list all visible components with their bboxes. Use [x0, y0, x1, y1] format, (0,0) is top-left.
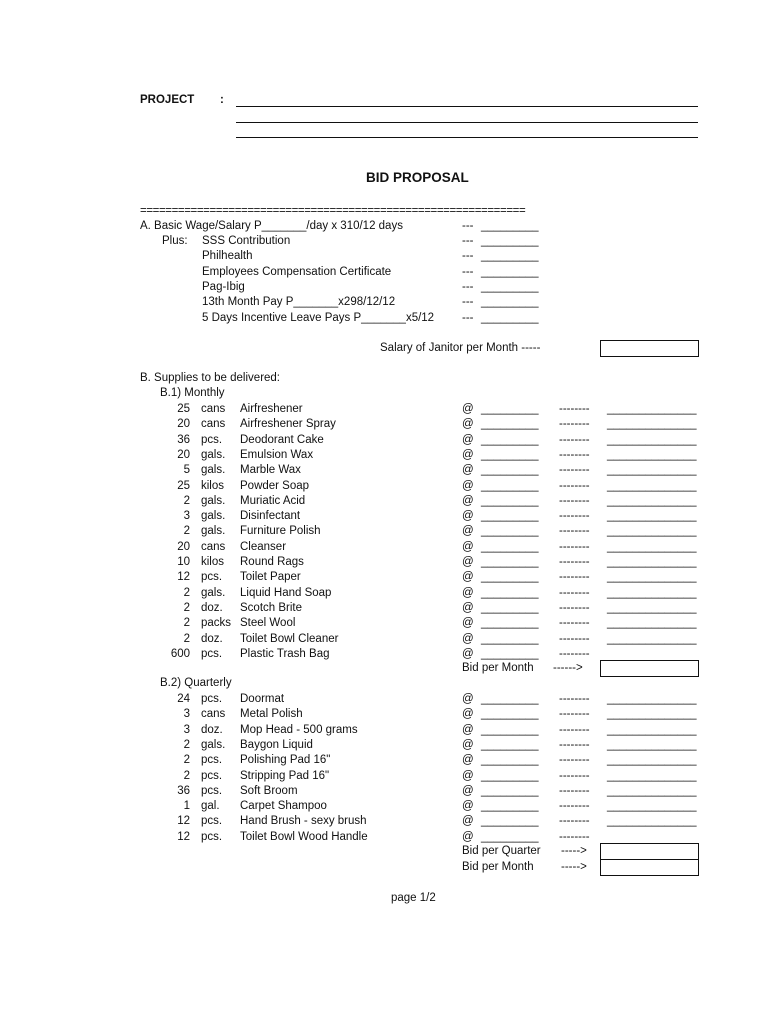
row-dashes: -------- — [559, 800, 590, 813]
amount-blank[interactable]: ______________ — [607, 632, 697, 645]
amount-blank[interactable]: ______________ — [607, 601, 697, 614]
amount-blank[interactable]: ______________ — [607, 510, 697, 523]
amount-blank[interactable]: ______________ — [607, 464, 697, 477]
basic-wage-blank[interactable]: _________ — [481, 220, 539, 232]
supply-unit: pcs. — [201, 815, 223, 828]
unit-price-blank[interactable]: _________ — [481, 800, 539, 813]
at-sign: @ — [462, 448, 474, 461]
unit-price-blank[interactable]: _________ — [481, 525, 539, 538]
supply-name: Round Rags — [240, 556, 304, 568]
amount-blank[interactable]: ______________ — [607, 738, 697, 751]
at-sign: @ — [462, 586, 474, 599]
supply-qty: 2 — [183, 617, 190, 630]
contribution-dash: --- — [462, 280, 474, 293]
supply-name: Baygon Liquid — [240, 738, 313, 751]
unit-price-blank[interactable]: _________ — [481, 784, 539, 797]
row-dashes: -------- — [559, 723, 590, 736]
unit-price-blank[interactable]: _________ — [481, 632, 539, 645]
at-sign: @ — [462, 433, 474, 446]
row-dashes: -------- — [559, 708, 590, 721]
at-sign: @ — [462, 830, 474, 843]
supply-name: Doormat — [240, 693, 285, 705]
amount-blank[interactable]: ______________ — [607, 418, 697, 431]
supply-unit: cans — [201, 403, 226, 415]
supply-unit: gals. — [201, 494, 226, 507]
supply-qty: 3 — [183, 510, 190, 523]
quarterly-month-bid-label: Bid per Month — [462, 861, 534, 873]
supply-name: Steel Wool — [240, 617, 296, 630]
supply-unit: pcs. — [201, 693, 223, 705]
supply-unit: doz. — [201, 723, 223, 736]
at-sign: @ — [462, 617, 474, 630]
supply-name: Toilet Bowl Cleaner — [240, 632, 339, 645]
supply-unit: cans — [201, 540, 226, 553]
supply-unit: pcs. — [201, 784, 223, 797]
supply-qty: 2 — [183, 494, 190, 507]
supply-qty: 25 — [177, 403, 190, 415]
supply-name: Plastic Trash Bag — [240, 647, 330, 660]
supply-name: Soft Broom — [240, 784, 298, 797]
supply-unit: gals. — [201, 510, 226, 523]
amount-blank[interactable]: ______________ — [607, 723, 697, 736]
page-number: page 1/2 — [391, 892, 436, 904]
contribution-label: Philhealth — [202, 250, 253, 263]
project-line-2[interactable] — [236, 122, 698, 123]
supply-qty: 3 — [183, 708, 190, 721]
unit-price-blank[interactable]: _________ — [481, 830, 539, 843]
supply-name: Stripping Pad 16" — [240, 769, 330, 782]
row-dashes: -------- — [559, 525, 590, 538]
row-dashes: -------- — [559, 494, 590, 507]
row-dashes: -------- — [559, 784, 590, 797]
row-dashes: -------- — [559, 830, 590, 843]
contribution-blank[interactable]: _________ — [481, 296, 539, 309]
amount-blank[interactable]: ______________ — [607, 433, 697, 446]
supply-name: Furniture Polish — [240, 525, 321, 538]
supply-qty: 12 — [177, 815, 190, 828]
contribution-label: Employees Compensation Certificate — [202, 265, 392, 278]
supply-unit: pcs. — [201, 647, 223, 660]
contribution-dash: --- — [462, 296, 474, 309]
row-dashes: -------- — [559, 693, 590, 705]
unit-price-blank[interactable]: _________ — [481, 464, 539, 477]
basic-wage-dash: --- — [462, 220, 474, 232]
supply-unit: cans — [201, 708, 226, 721]
supply-qty: 12 — [177, 830, 190, 843]
unit-price-blank[interactable]: _________ — [481, 723, 539, 736]
amount-blank[interactable]: ______________ — [607, 769, 697, 782]
supply-qty: 3 — [183, 723, 190, 736]
amount-blank[interactable]: ______________ — [607, 586, 697, 599]
at-sign: @ — [462, 723, 474, 736]
row-dashes: -------- — [559, 433, 590, 446]
page-title: BID PROPOSAL — [366, 170, 469, 185]
amount-blank[interactable]: ______________ — [607, 617, 697, 630]
supply-unit: doz. — [201, 601, 223, 614]
unit-price-blank[interactable]: _________ — [481, 448, 539, 461]
amount-blank[interactable]: ______________ — [607, 403, 697, 415]
supply-name: Hand Brush - sexy brush — [240, 815, 367, 828]
supply-qty: 36 — [177, 784, 190, 797]
at-sign: @ — [462, 632, 474, 645]
row-dashes: -------- — [559, 448, 590, 461]
supply-qty: 2 — [183, 525, 190, 538]
unit-price-blank[interactable]: _________ — [481, 601, 539, 614]
supply-unit: kilos — [201, 556, 225, 568]
supply-qty: 2 — [183, 632, 190, 645]
at-sign: @ — [462, 769, 474, 782]
separator-line: ============================================================= — [140, 205, 526, 217]
row-dashes: -------- — [559, 738, 590, 751]
contribution-dash: --- — [462, 235, 474, 247]
unit-price-blank[interactable]: _________ — [481, 494, 539, 507]
row-dashes: -------- — [559, 540, 590, 553]
supply-unit: pcs. — [201, 754, 223, 767]
row-dashes: -------- — [559, 418, 590, 431]
row-dashes: -------- — [559, 586, 590, 599]
row-dashes: -------- — [559, 632, 590, 645]
quarterly-bid-box[interactable] — [600, 843, 699, 860]
unit-price-blank[interactable]: _________ — [481, 815, 539, 828]
supply-qty: 36 — [177, 433, 190, 446]
supply-name: Toilet Paper — [240, 571, 301, 584]
at-sign: @ — [462, 693, 474, 705]
supply-qty: 2 — [183, 586, 190, 599]
supply-qty: 2 — [183, 601, 190, 614]
row-dashes: -------- — [559, 754, 590, 767]
unit-price-blank[interactable]: _________ — [481, 510, 539, 523]
amount-blank[interactable]: ______________ — [607, 494, 697, 507]
supply-unit: kilos — [201, 479, 225, 492]
supply-qty: 20 — [177, 448, 190, 461]
salary-janitor-box[interactable] — [600, 340, 699, 357]
quarterly-month-bid-box[interactable] — [600, 859, 699, 876]
supply-name: Airfreshener — [240, 403, 303, 415]
at-sign: @ — [462, 800, 474, 813]
supply-name: Polishing Pad 16" — [240, 754, 331, 767]
amount-blank[interactable]: ______________ — [607, 479, 697, 492]
amount-blank[interactable]: ______________ — [607, 708, 697, 721]
contribution-blank[interactable]: _________ — [481, 235, 539, 247]
amount-blank[interactable]: ______________ — [607, 525, 697, 538]
monthly-bid-arrow: ------> — [553, 662, 583, 674]
supply-name: Airfreshener Spray — [240, 418, 336, 431]
supply-qty: 12 — [177, 571, 190, 584]
row-dashes: -------- — [559, 403, 590, 415]
at-sign: @ — [462, 464, 474, 477]
unit-price-blank[interactable]: _________ — [481, 586, 539, 599]
unit-price-blank[interactable]: _________ — [481, 754, 539, 767]
monthly-bid-box[interactable] — [600, 660, 699, 677]
unit-price-blank[interactable]: _________ — [481, 693, 539, 705]
at-sign: @ — [462, 784, 474, 797]
row-dashes: -------- — [559, 617, 590, 630]
amount-blank[interactable]: ______________ — [607, 800, 697, 813]
salary-janitor-label: Salary of Janitor per Month ----- — [380, 342, 541, 354]
supply-unit: doz. — [201, 632, 223, 645]
row-dashes: -------- — [559, 601, 590, 614]
supply-qty: 2 — [183, 754, 190, 767]
supply-unit: gals. — [201, 448, 226, 461]
supply-unit: pcs. — [201, 830, 223, 843]
unit-price-blank[interactable]: _________ — [481, 617, 539, 630]
amount-blank[interactable]: ______________ — [607, 540, 697, 553]
row-dashes: -------- — [559, 510, 590, 523]
row-dashes: -------- — [559, 464, 590, 477]
supply-name: Emulsion Wax — [240, 448, 314, 461]
amount-blank[interactable]: ______________ — [607, 784, 697, 797]
supply-qty: 10 — [177, 556, 190, 568]
row-dashes: -------- — [559, 571, 590, 584]
supply-unit: packs — [201, 617, 232, 630]
supply-qty: 600 — [170, 647, 190, 660]
quarterly-bid-arrow: -----> — [561, 845, 587, 857]
at-sign: @ — [462, 525, 474, 538]
supply-qty: 1 — [183, 800, 190, 813]
section-supplies-title: B. Supplies to be delivered: — [140, 372, 281, 384]
row-dashes: -------- — [559, 769, 590, 782]
plus-label: Plus: — [162, 235, 188, 247]
supply-unit: cans — [201, 418, 226, 431]
contribution-dash: --- — [462, 311, 474, 324]
unit-price-blank[interactable]: _________ — [481, 479, 539, 492]
monthly-bid-label: Bid per Month — [462, 662, 534, 674]
at-sign: @ — [462, 601, 474, 614]
row-dashes: -------- — [559, 647, 590, 660]
amount-blank[interactable]: ______________ — [607, 448, 697, 461]
contribution-label: 5 Days Incentive Leave Pays P_______x5/12 — [202, 311, 435, 324]
supply-name: Cleanser — [240, 540, 287, 553]
at-sign: @ — [462, 571, 474, 584]
supply-unit: gals. — [201, 525, 226, 538]
supply-qty: 2 — [183, 769, 190, 782]
at-sign: @ — [462, 540, 474, 553]
amount-blank[interactable]: ______________ — [607, 693, 697, 705]
supply-name: Muriatic Acid — [240, 494, 306, 507]
row-dashes: -------- — [559, 815, 590, 828]
amount-blank[interactable]: ______________ — [607, 754, 697, 767]
supply-unit: pcs. — [201, 769, 223, 782]
unit-price-blank[interactable]: _________ — [481, 769, 539, 782]
unit-price-blank[interactable]: _________ — [481, 708, 539, 721]
supply-unit: pcs. — [201, 433, 223, 446]
supply-name: Toilet Bowl Wood Handle — [240, 830, 368, 843]
supply-name: Deodorant Cake — [240, 433, 324, 446]
at-sign: @ — [462, 754, 474, 767]
contribution-label: SSS Contribution — [202, 235, 291, 247]
at-sign: @ — [462, 510, 474, 523]
row-dashes: -------- — [559, 556, 590, 568]
contribution-blank[interactable]: _________ — [481, 250, 539, 263]
supply-name: Carpet Shampoo — [240, 800, 327, 813]
at-sign: @ — [462, 479, 474, 492]
supply-unit: gal. — [201, 800, 220, 813]
unit-price-blank[interactable]: _________ — [481, 418, 539, 431]
contribution-blank[interactable]: _________ — [481, 280, 539, 293]
project-label: PROJECT — [140, 94, 195, 106]
unit-price-blank[interactable]: _________ — [481, 571, 539, 584]
supply-unit: pcs. — [201, 571, 223, 584]
at-sign: @ — [462, 494, 474, 507]
unit-price-blank[interactable]: _________ — [481, 738, 539, 751]
project-line-1[interactable] — [236, 106, 698, 107]
quarterly-title: B.2) Quarterly — [160, 677, 232, 689]
contribution-dash: --- — [462, 265, 474, 278]
unit-price-blank[interactable]: _________ — [481, 556, 539, 568]
supply-name: Metal Polish — [240, 708, 303, 721]
at-sign: @ — [462, 815, 474, 828]
unit-price-blank[interactable]: _________ — [481, 540, 539, 553]
supply-name: Marble Wax — [240, 464, 301, 477]
supply-name: Powder Soap — [240, 479, 310, 492]
supply-qty: 5 — [183, 464, 190, 477]
unit-price-blank[interactable]: _________ — [481, 433, 539, 446]
at-sign: @ — [462, 556, 474, 568]
amount-blank[interactable]: ______________ — [607, 571, 697, 584]
supply-unit: gals. — [201, 738, 226, 751]
quarterly-month-bid-arrow: -----> — [561, 861, 587, 873]
contribution-blank[interactable]: _________ — [481, 311, 539, 324]
at-sign: @ — [462, 418, 474, 431]
basic-wage-label: A. Basic Wage/Salary P_______/day x 310/12 days — [140, 220, 403, 232]
row-dashes: -------- — [559, 479, 590, 492]
supply-name: Disinfectant — [240, 510, 301, 523]
project-line-3[interactable] — [236, 137, 698, 138]
unit-price-blank[interactable]: _________ — [481, 647, 539, 660]
project-colon: : — [220, 94, 224, 106]
supply-unit: gals. — [201, 464, 226, 477]
contribution-dash: --- — [462, 250, 474, 263]
contribution-label: Pag-Ibig — [202, 280, 245, 293]
at-sign: @ — [462, 647, 474, 660]
supply-qty: 2 — [183, 738, 190, 751]
supply-name: Mop Head - 500 grams — [240, 723, 358, 736]
supply-qty: 24 — [177, 693, 190, 705]
at-sign: @ — [462, 403, 474, 415]
supply-qty: 20 — [177, 418, 190, 431]
supply-name: Scotch Brite — [240, 601, 302, 614]
supply-name: Liquid Hand Soap — [240, 586, 332, 599]
monthly-title: B.1) Monthly — [160, 387, 225, 399]
amount-blank[interactable]: ______________ — [607, 556, 697, 568]
amount-blank[interactable]: ______________ — [607, 815, 697, 828]
contribution-blank[interactable]: _________ — [481, 265, 539, 278]
at-sign: @ — [462, 738, 474, 751]
supply-qty: 25 — [177, 479, 190, 492]
supply-unit: gals. — [201, 586, 226, 599]
contribution-label: 13th Month Pay P_______x298/12/12 — [202, 296, 396, 309]
supply-qty: 20 — [177, 540, 190, 553]
at-sign: @ — [462, 708, 474, 721]
unit-price-blank[interactable]: _________ — [481, 403, 539, 415]
quarterly-bid-label: Bid per Quarter — [462, 845, 541, 857]
